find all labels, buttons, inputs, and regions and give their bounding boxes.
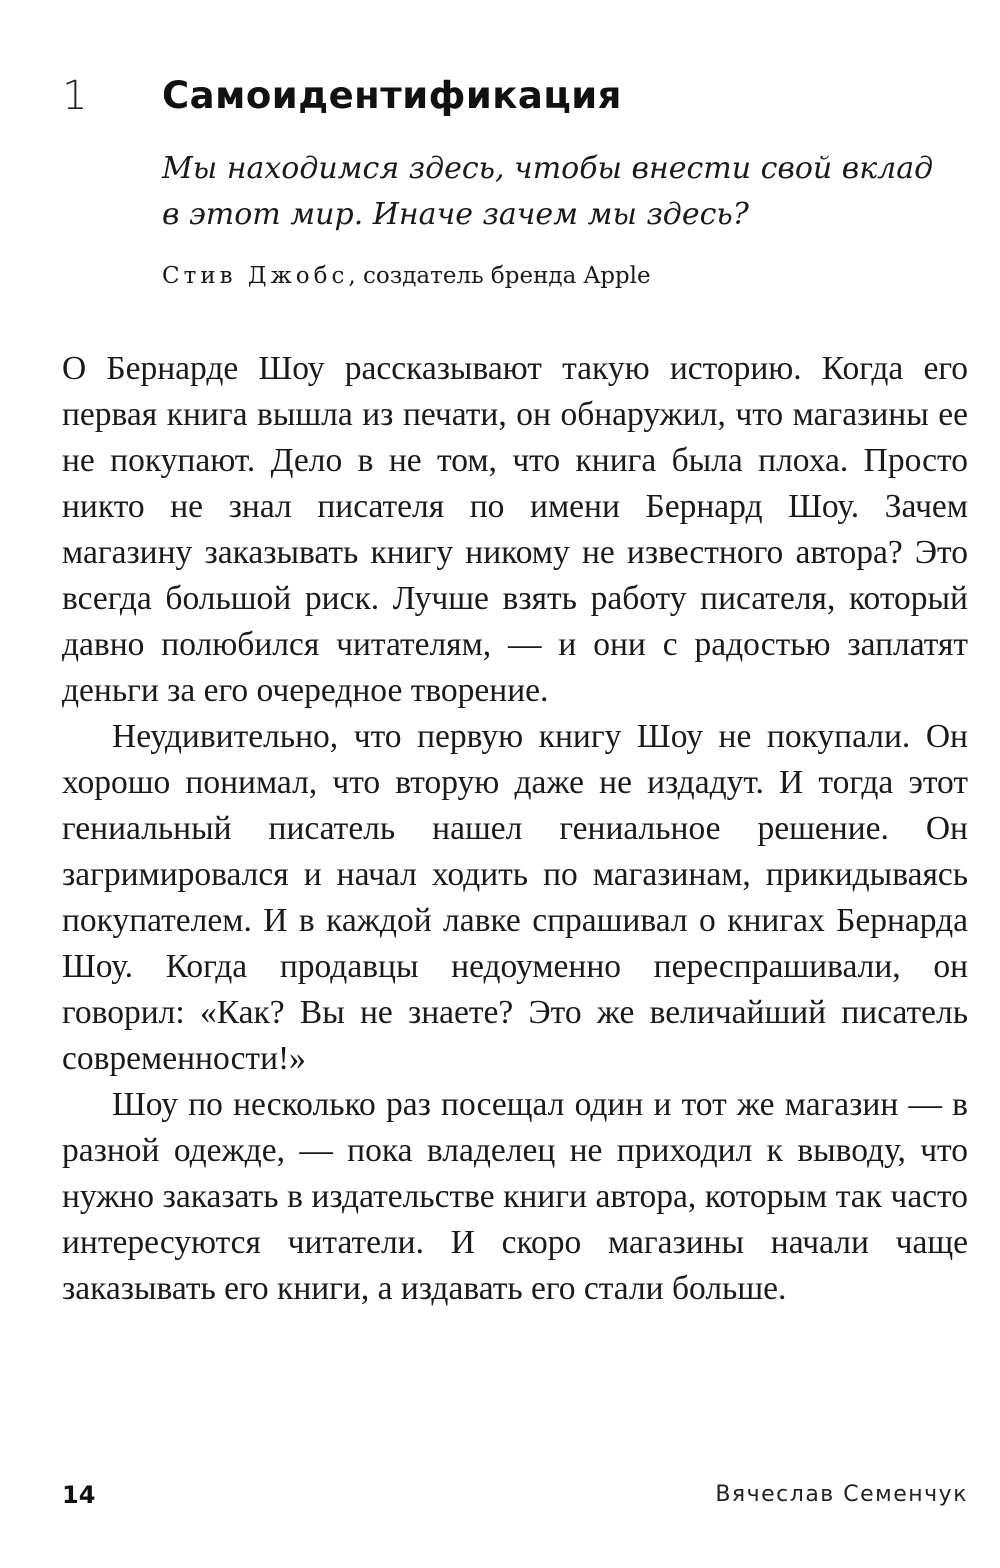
paragraph-3: Шоу по несколько раз посещал один и тот же магазин — в разной одежде, — пока владелец не приходил к выводу, что нужно заказать в издательстве книги автора, которым так часто интересуются читатели. И скоро магазины начали чаще заказывать его книги, а издавать его стали больше. — [62, 1086, 968, 1307]
epigraph-author-role: , создатель бренда Apple — [348, 263, 651, 289]
paragraph-2: Неудивительно, что первую книгу Шоу не покупали. Он хорошо понимал, что вторую даже не издадут. И тогда этот гениальный писатель нашел гениальное решение. Он загримировался и начал ходить по магазинам, прикидываясь покупателем. И в каждой лавке спрашивал о книгах Бернарда Шоу. Когда продавцы недоуменно переспрашивали, он говорил: «Как? Вы не знаете? Это же величайший писатель современности!» — [62, 718, 968, 1077]
epigraph-line-1: Мы находимся здесь, чтобы внести свой вклад — [162, 151, 934, 186]
epigraph-quote — [162, 146, 952, 238]
page-footer — [62, 1475, 968, 1515]
epigraph — [162, 146, 952, 292]
epigraph-attribution — [162, 260, 952, 292]
chapter-header — [62, 68, 942, 128]
epigraph-author: Стив Джобс — [162, 263, 349, 289]
chapter-title: Самоидентификация — [162, 74, 622, 117]
body-text — [62, 346, 968, 1312]
paragraph-1: О Бернарде Шоу рассказывают такую историю. Когда его первая книга вышла из печати, он обнаружил, что магазины ее не покупают. Дело в не том, что книга была плоха. Просто никто не знал писателя по имени Бернард Шоу. Зачем магазину заказывать книгу никому не известного автора? Это всегда большой риск. Лучше взять работу писателя, который давно полюбился читателям, — и они с радостью заплатят деньги за его очередное творение. — [62, 350, 968, 709]
page-number: 14 — [62, 1481, 96, 1509]
running-author: Вячеслав Семенчук — [715, 1482, 968, 1507]
chapter-number: 1 — [62, 73, 88, 119]
epigraph-line-2: в этот мир. Иначе зачем мы здесь? — [162, 197, 749, 232]
